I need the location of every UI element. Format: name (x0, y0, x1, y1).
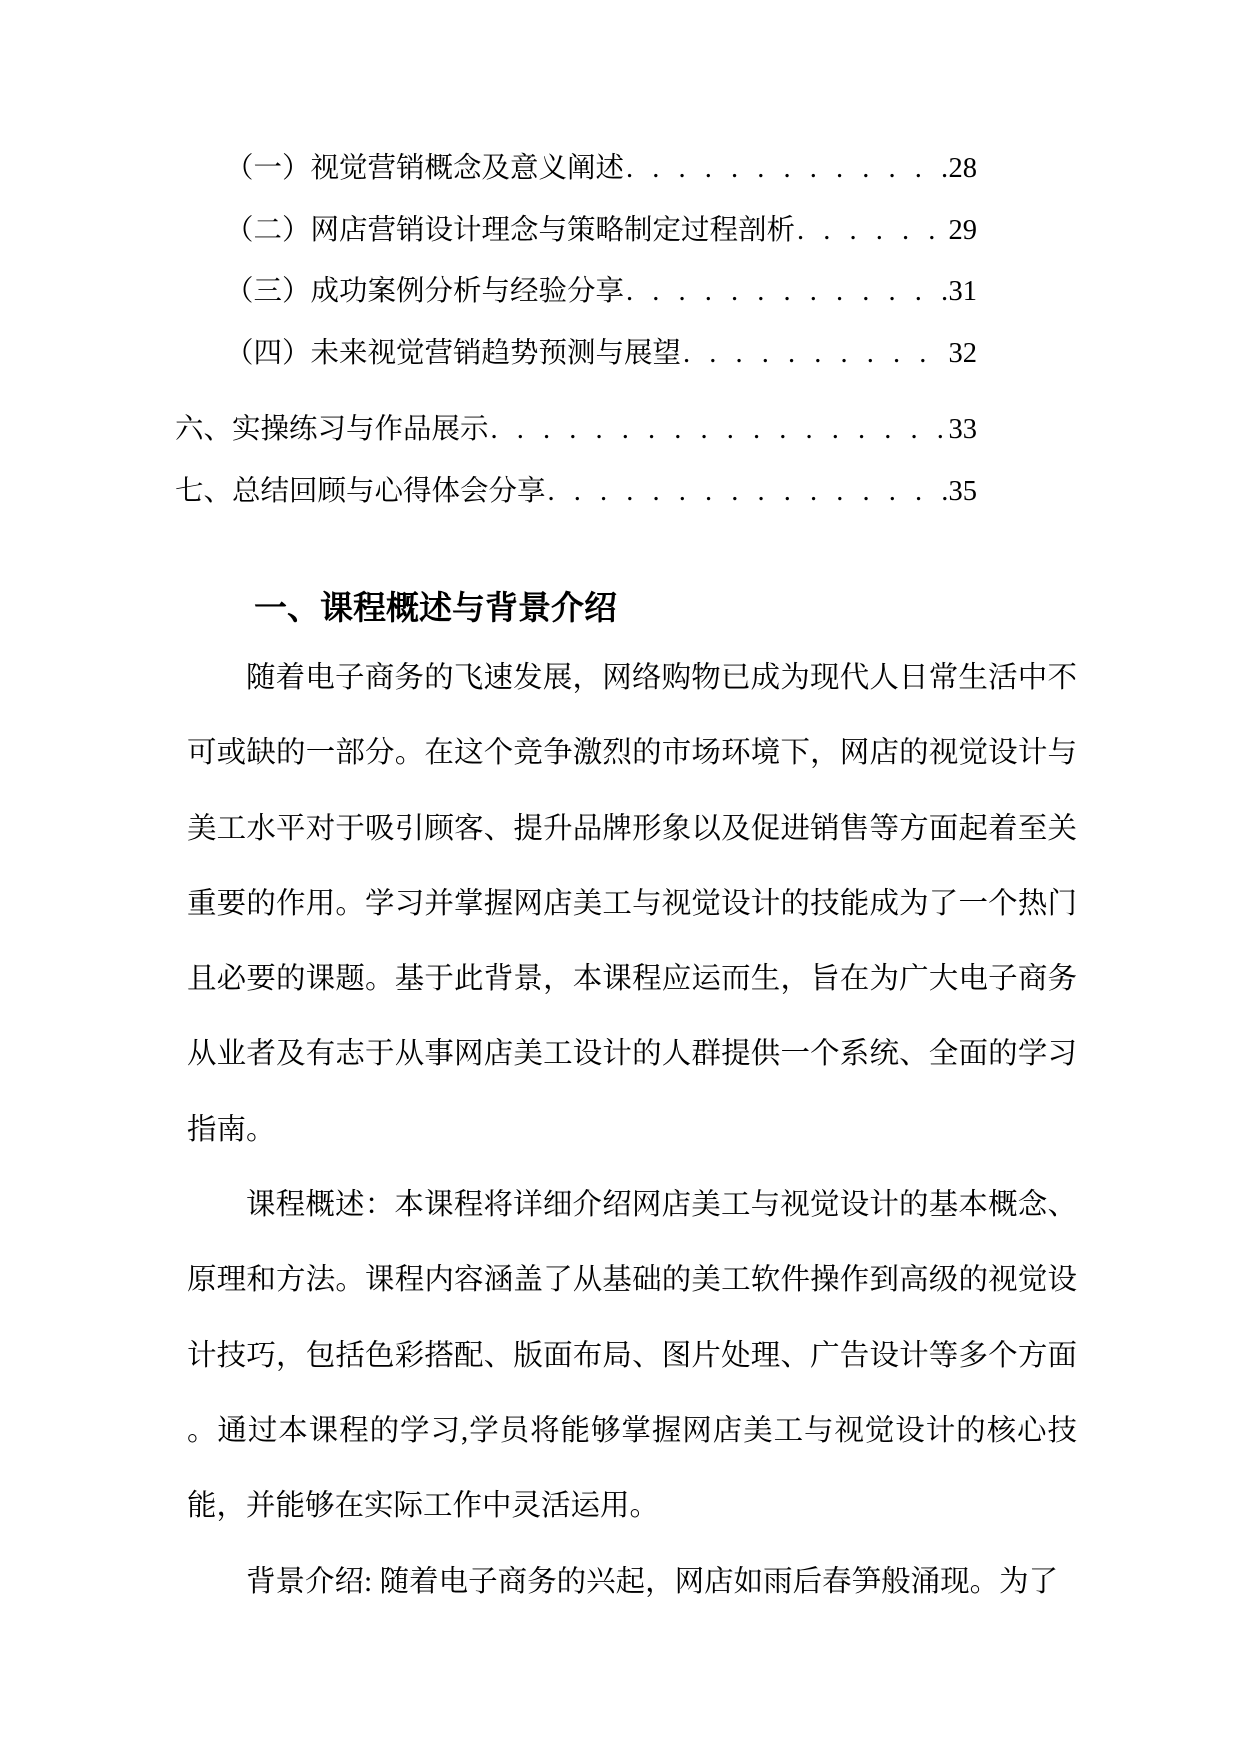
toc-entry-label: （二）网店营销设计理念与策略制定过程剖析 (225, 214, 796, 246)
toc-dot-leader (797, 200, 946, 262)
body-text (187, 641, 1077, 1620)
toc-entry-label: 六、实操练习与作品展示 (175, 414, 489, 445)
toc-dot-leader (626, 138, 946, 200)
toc-dot-leader (626, 261, 946, 323)
toc-entry-label: （四）未来视觉营销趋势预测与展望 (225, 337, 682, 369)
toc-entry[interactable] (175, 138, 977, 200)
toc-entry-label: 七、总结回顾与心得体会分享 (175, 475, 546, 507)
section-heading: 一、课程概述与背景介绍 (254, 591, 617, 628)
toc-page-number: 31 (948, 276, 977, 307)
table-of-contents (175, 138, 977, 522)
paragraph: 课程概述：本课程将详细介绍网店美工与视觉设计的基本概念、原理和方法。课程内容涵盖了从基础的美工软件操作到高级的视觉设计技巧，包括色彩搭配、版面布局、图片处理、广告设计等多个方面。通过本课程的学习,学员将能够掌握网店美工与视觉设计的核心技能，并能够在实际工作中灵活运用。 (187, 1189, 1077, 1523)
toc-dot-leader (683, 323, 946, 385)
toc-entry[interactable] (175, 261, 977, 323)
paragraph: 随着电子商务的飞速发展，网络购物已成为现代人日常生活中不可或缺的一部分。在这个竞争激烈的市场环境下，网店的视觉设计与美工水平对于吸引顾客、提升品牌形象以及促进销售等方面起着至关重要的作用。学习并掌握网店美工与视觉设计的技能成为了一个热门且必要的课题。基于此背景，本课程应运而生，旨在为广大电子商务从业者及有志于从事网店美工设计的人群提供一个系统、全面的学习指南。 (187, 662, 1077, 1146)
toc-entry[interactable] (175, 461, 977, 523)
toc-page-number: 28 (948, 153, 977, 184)
paragraph: 背景介绍: 随着电子商务的兴起，网店如雨后春笋般涌现。为了 (246, 1565, 1059, 1598)
toc-dot-leader (548, 461, 947, 523)
toc-entry[interactable] (175, 399, 977, 461)
toc-entry-label: （一）视觉营销概念及意义阐述 (225, 153, 625, 184)
toc-entry-label: （三）成功案例分析与经验分享 (225, 276, 625, 307)
toc-dot-leader (491, 399, 947, 461)
toc-entry[interactable] (175, 200, 977, 262)
toc-entry[interactable] (175, 323, 977, 385)
toc-page-number: 32 (948, 337, 977, 369)
toc-page-number: 35 (948, 475, 977, 507)
toc-page-number: 33 (948, 414, 977, 445)
toc-page-number: 29 (948, 214, 977, 246)
